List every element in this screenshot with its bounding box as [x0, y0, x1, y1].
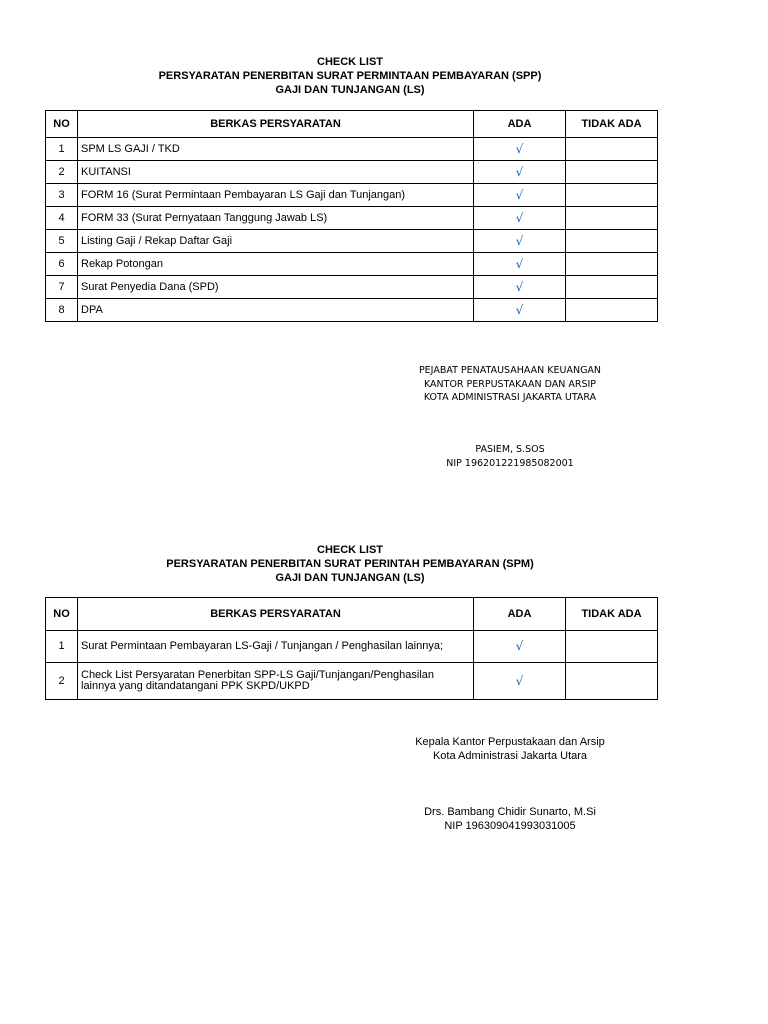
- title-line: CHECK LIST: [317, 56, 383, 68]
- check-mark-icon: √: [474, 276, 566, 299]
- signatory-office: KANTOR PERPUSTAKAAN DAN ARSIP: [423, 378, 597, 390]
- table-header-row: [46, 598, 658, 631]
- row-number: 2: [46, 663, 78, 700]
- col-header-ada: ADA: [474, 111, 566, 138]
- signatory-block-head: [360, 736, 660, 763]
- row-tidak-ada: [566, 207, 658, 230]
- title-line: PERSYARATAN PENERBITAN SURAT PERINTAH PEMBAYARAN (SPM): [166, 558, 534, 570]
- check-mark-icon: √: [474, 161, 566, 184]
- check-mark-icon: √: [474, 299, 566, 322]
- col-header-no: NO: [46, 598, 78, 631]
- row-document: Check List Persyaratan Penerbitan SPP-LS Gaji/Tunjangan/Penghasilan lainnya yang ditandatangani PPK SKPD/UKPD: [78, 663, 474, 700]
- table-row: [46, 207, 658, 230]
- spp-requirements-table: [45, 110, 658, 322]
- check-mark-icon: √: [474, 230, 566, 253]
- row-document: Surat Permintaan Pembayaran LS-Gaji / Tunjangan / Penghasilan lainnya;: [78, 631, 474, 663]
- row-number: 8: [46, 299, 78, 322]
- signatory-name: PASIEM, S.SOS: [475, 444, 545, 455]
- row-number: 3: [46, 184, 78, 207]
- col-header-no: NO: [46, 111, 78, 138]
- row-tidak-ada: [566, 138, 658, 161]
- spm-requirements-table: [45, 597, 658, 700]
- table-row: [46, 631, 658, 663]
- row-number: 1: [46, 631, 78, 663]
- col-header-tidak-ada: TIDAK ADA: [566, 111, 658, 138]
- spp-checklist-title: [0, 55, 700, 97]
- row-number: 7: [46, 276, 78, 299]
- signatory-nip: NIP 196201221985082001: [446, 457, 574, 469]
- row-document: SPM LS GAJI / TKD: [78, 138, 474, 161]
- row-document: Listing Gaji / Rekap Daftar Gaji: [78, 230, 474, 253]
- table-row: [46, 184, 658, 207]
- row-document: Surat Penyedia Dana (SPD): [78, 276, 474, 299]
- row-document: FORM 16 (Surat Permintaan Pembayaran LS Gaji dan Tunjangan): [78, 184, 474, 207]
- table-row: [46, 230, 658, 253]
- title-line: GAJI DAN TUNJANGAN (LS): [275, 84, 425, 96]
- row-document: DPA: [78, 299, 474, 322]
- table-header-row: [46, 111, 658, 138]
- check-mark-icon: √: [474, 207, 566, 230]
- signatory-city: KOTA ADMINISTRASI JAKARTA UTARA: [423, 392, 597, 403]
- col-header-tidak-ada: TIDAK ADA: [566, 598, 658, 631]
- table-row: [46, 299, 658, 322]
- signatory-position: PEJABAT PENATAUSAHAAN KEUANGAN: [418, 365, 602, 376]
- row-number: 2: [46, 161, 78, 184]
- row-tidak-ada: [566, 230, 658, 253]
- signatory-nip: NIP 196309041993031005: [444, 819, 576, 832]
- row-document: FORM 33 (Surat Pernyataan Tanggung Jawab LS): [78, 207, 474, 230]
- row-tidak-ada: [566, 631, 658, 663]
- check-mark-icon: √: [474, 663, 566, 700]
- col-header-berkas: BERKAS PERSYARATAN: [78, 111, 474, 138]
- row-tidak-ada: [566, 253, 658, 276]
- signatory-name: Drs. Bambang Chidir Sunarto, M.Si: [424, 806, 596, 818]
- row-number: 1: [46, 138, 78, 161]
- table-row: [46, 161, 658, 184]
- signatory-block-finance: [380, 364, 640, 405]
- signatory-identity-head: [360, 806, 660, 833]
- row-number: 6: [46, 253, 78, 276]
- row-tidak-ada: [566, 663, 658, 700]
- table-row: [46, 253, 658, 276]
- col-header-ada: ADA: [474, 598, 566, 631]
- row-tidak-ada: [566, 276, 658, 299]
- table-row: [46, 276, 658, 299]
- row-document: KUITANSI: [78, 161, 474, 184]
- row-tidak-ada: [566, 299, 658, 322]
- row-tidak-ada: [566, 184, 658, 207]
- check-mark-icon: √: [474, 184, 566, 207]
- signatory-position: Kepala Kantor Perpustakaan dan Arsip: [415, 736, 605, 748]
- signatory-identity-finance: [380, 443, 640, 470]
- spm-checklist-title: [0, 543, 700, 585]
- check-mark-icon: √: [474, 253, 566, 276]
- title-line: CHECK LIST: [317, 544, 383, 556]
- check-mark-icon: √: [474, 631, 566, 663]
- row-number: 4: [46, 207, 78, 230]
- check-mark-icon: √: [474, 138, 566, 161]
- col-header-berkas: BERKAS PERSYARATAN: [78, 598, 474, 631]
- table-row: [46, 138, 658, 161]
- row-number: 5: [46, 230, 78, 253]
- row-tidak-ada: [566, 161, 658, 184]
- title-line: PERSYARATAN PENERBITAN SURAT PERMINTAAN PEMBAYARAN (SPP): [158, 70, 542, 82]
- signatory-city: Kota Administrasi Jakarta Utara: [432, 749, 588, 762]
- row-document: Rekap Potongan: [78, 253, 474, 276]
- title-line: GAJI DAN TUNJANGAN (LS): [275, 572, 425, 584]
- table-row: [46, 663, 658, 700]
